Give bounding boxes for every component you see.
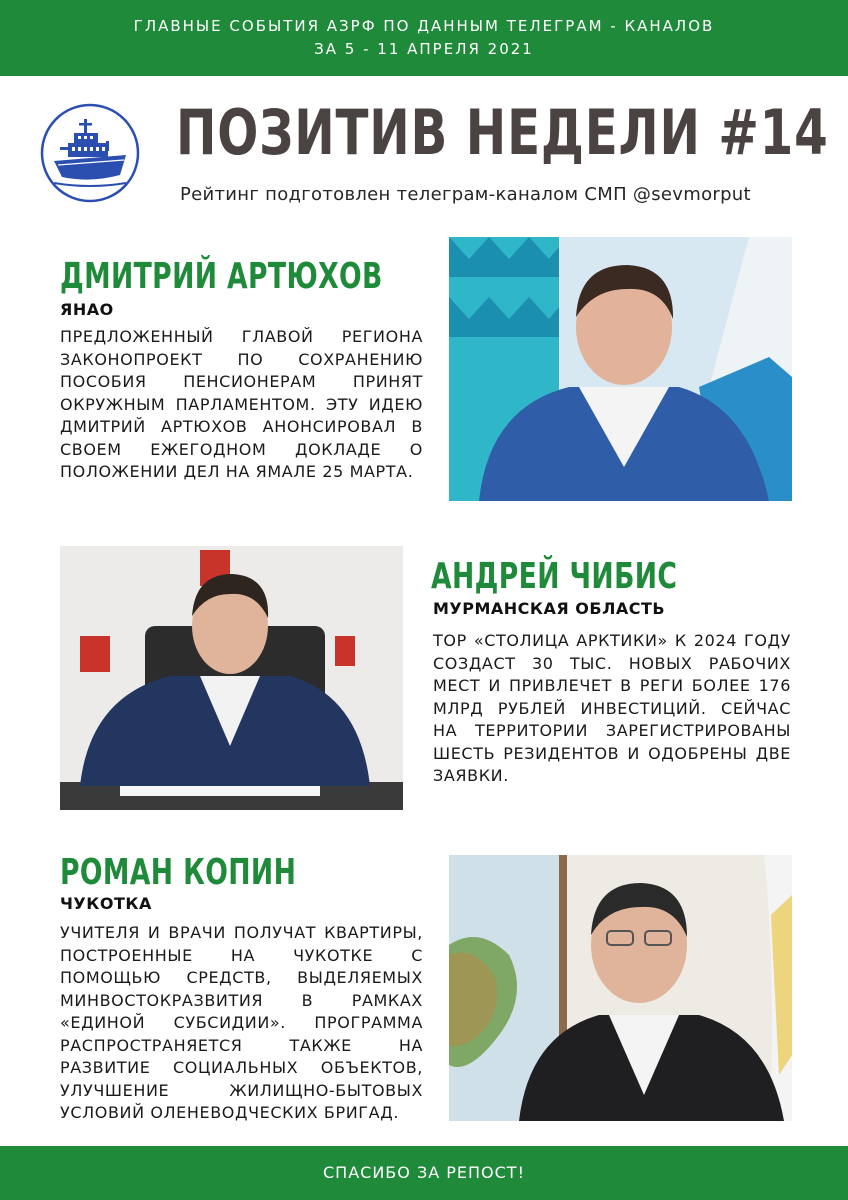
entry-1-region: ЯНАО <box>60 300 114 319</box>
entry-1-text: ПРЕДЛОЖЕННЫЙ ГЛАВОЙ РЕГИОНА ЗАКОНОПРОЕКТ ПО СОХРАНЕНИЮ ПОСОБИЯ ПЕНСИОНЕРАМ ПРИНЯТ ОКРУЖНЫМ ПАРЛАМЕНТОМ. ЭТУ ИДЕЮ ДМИТРИЙ АРТЮХОВ АНОНСИРОВАЛ В СВОЕМ ЕЖЕГОДНОМ ДОКЛАДЕ О ПОЛОЖЕНИИ ДЕЛ НА ЯМАЛЕ 25 МАРТА. <box>60 327 423 481</box>
entry-3-text: УЧИТЕЛЯ И ВРАЧИ ПОЛУЧАТ КВАРТИРЫ, ПОСТРОЕННЫЕ НА ЧУКОТКЕ С ПОМОЩЬЮ СРЕДСТВ, ВЫДЕЛЯЕМЫХ МИНВОСТОКРАЗВИТИЯ В РАМКАХ «ЕДИНОЙ СУБСИДИИ». ПРОГРАММА РАСПРОСТРАНЯЕТСЯ ТАКЖЕ НА РАЗВИТИЕ СОЦИАЛЬНЫХ ОБЪЕКТОВ, УЛУЧШЕНИЕ ЖИЛИЩНО-БЫТОВЫХ УСЛОВИЙ ОЛЕНЕВОДЧЕСКИХ БРИГАД. <box>60 923 423 1122</box>
entry-2-photo <box>60 546 403 810</box>
footer-banner: СПАСИБО ЗА РЕПОСТ! <box>0 1146 848 1200</box>
entry-2-name: АНДРЕЙ ЧИБИС <box>431 556 678 597</box>
entry-1-name: ДМИТРИЙ АРТЮХОВ <box>60 256 383 297</box>
header-line-2: ЗА 5 - 11 АПРЕЛЯ 2021 <box>314 40 534 58</box>
entry-3-name: РОМАН КОПИН <box>60 852 297 893</box>
entry-2-region: МУРМАНСКАЯ ОБЛАСТЬ <box>433 599 666 618</box>
entry-3-region: ЧУКОТКА <box>60 894 152 913</box>
header-banner <box>0 0 848 76</box>
icebreaker-ship-icon <box>40 103 140 203</box>
page-title: ПОЗИТИВ НЕДЕЛИ #14 <box>176 96 829 169</box>
entry-3-photo <box>449 855 792 1121</box>
header-line-1: ГЛАВНЫЕ СОБЫТИЯ АЗРФ ПО ДАННЫМ ТЕЛЕГРАМ - КАНАЛОВ <box>133 17 715 35</box>
entry-2-text: ТОР «СТОЛИЦА АРКТИКИ» К 2024 ГОДУ СОЗДАСТ 30 ТЫС. НОВЫХ РАБОЧИХ МЕСТ И ПРИВЛЕЧЕТ В РЕГИ БОЛЕЕ 176 МЛРД РУБЛЕЙ ИНВЕСТИЦИЙ. СЕЙЧАС НА ТЕРРИТОРИИ ЗАРЕГИСТРИРОВАНЫ ШЕСТЬ РЕЗИДЕНТОВ И ОДОБРЕНЫ ДВЕ ЗАЯВКИ. <box>433 631 791 785</box>
page-subtitle: Рейтинг подготовлен телеграм-каналом СМП @sevmorput <box>180 184 751 205</box>
entry-1-photo <box>449 237 792 501</box>
